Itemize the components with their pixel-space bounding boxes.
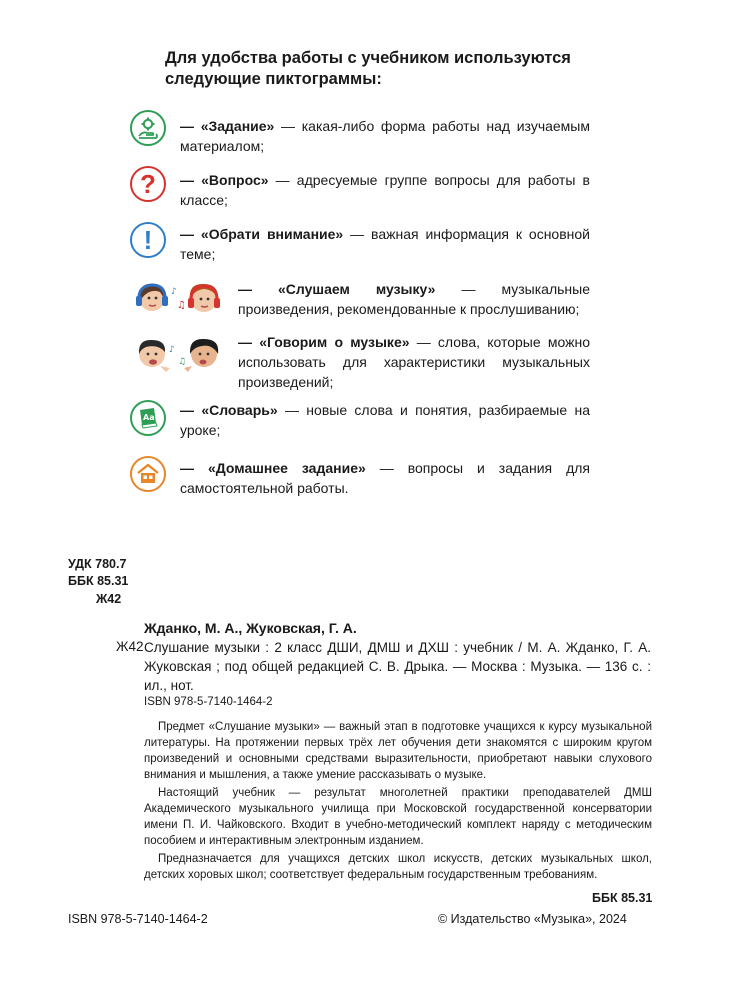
- legend-item-listening: [130, 278, 590, 322]
- legend-listening-text: — музыкальные произведения, рекомендованные к прослушиванию;: [238, 281, 590, 317]
- legend-homework-text: — вопросы и задания для самостоятельной работы.: [180, 460, 590, 496]
- svg-text:♫: ♫: [178, 357, 187, 367]
- bibliographic-record: [116, 619, 651, 708]
- legend-task-title: — «Задание»: [180, 118, 275, 134]
- annotation-paragraph: Предмет «Слушание музыки» — важный этап в подготовке учащихся к курсу музыкальной литературы. На протяжении первых трёх лет обучения дети знакомятся с широким кругом произведений и основными средствами выразительности, приобретают навыки слухового внимания и мышления, а также умение рассказывать о музыке.: [144, 721, 652, 781]
- listening-kids-icon: [130, 278, 226, 318]
- catalog-codes: [68, 556, 128, 590]
- annotation: [144, 719, 652, 883]
- legend-talking-title: — «Говорим о музыке»: [238, 334, 410, 350]
- legend-listening-title: — «Слушаем музыку»: [238, 281, 436, 297]
- record-author-mark: Ж42: [116, 639, 144, 654]
- legend-item-homework: [130, 456, 590, 500]
- gear-hand-icon: [130, 110, 166, 146]
- udk-code: УДК 780.7: [68, 557, 127, 571]
- legend-talking-text: — слова, которые можно использовать для характеристики музыкальных произведений;: [238, 334, 590, 390]
- legend-dictionary-title: — «Словарь»: [180, 402, 278, 418]
- legend-task-text: — какая-либо форма работы над изучаемым материалом;: [180, 118, 590, 154]
- dictionary-book-icon: [130, 400, 166, 436]
- svg-text:♪: ♪: [171, 287, 177, 297]
- legend-attention-title: — «Обрати внимание»: [180, 226, 344, 242]
- footer-isbn: ISBN 978-5-7140-1464-2: [68, 912, 208, 926]
- exclamation-mark-icon: !: [130, 222, 166, 258]
- question-mark-icon: ?: [130, 166, 166, 202]
- footer-bbk: ББК 85.31: [592, 891, 653, 905]
- record-isbn: ISBN 978-5-7140-1464-2: [144, 696, 273, 708]
- bbk-code: ББК 85.31: [68, 574, 129, 588]
- svg-text:♪: ♪: [169, 345, 175, 355]
- page-heading: Для удобства работы с учебником используются следующие пиктограммы:: [165, 49, 571, 88]
- legend-homework-title: — «Домашнее задание»: [180, 460, 366, 476]
- record-description: Слушание музыки : 2 класс ДШИ, ДМШ и ДХШ : учебник / М. А. Жданко, Г. А. Жуковская ; под общей редакцией С. В. Дрыка. — Москва : Музыка. — 136 с. : ил., нот.: [144, 640, 651, 693]
- legend-item-talking: [130, 332, 590, 396]
- footer-copyright: © Издательство «Музыка», 2024: [438, 912, 627, 926]
- legend-question-text: — адресуемые группе вопросы для работы в классе;: [180, 172, 590, 208]
- legend-item-dictionary: [130, 400, 590, 444]
- annotation-paragraph: Настоящий учебник — результат многолетней практики преподавателей ДМШ Академического музыкального училища при Московской государственной консерватории имени П. И. Чайковского. Входит в учебно-методический комплект наряду с методическим пособием и интерактивным электронным изданием.: [144, 787, 652, 847]
- record-authors: Жданко, М. А., Жуковская, Г. А.: [144, 620, 357, 636]
- legend-attention-text: — важная информация к основной теме;: [180, 226, 590, 262]
- legend-question-title: — «Вопрос»: [180, 172, 269, 188]
- author-mark: Ж42: [96, 592, 122, 606]
- svg-text:Aa: Aa: [143, 413, 155, 422]
- home-icon: [130, 456, 166, 492]
- legend-item-attention: [130, 222, 590, 266]
- svg-text:♫: ♫: [177, 300, 186, 311]
- talking-kids-icon: [130, 334, 226, 374]
- legend-item-task: [130, 110, 590, 154]
- legend-dictionary-text: — новые слова и понятия, разбираемые на уроке;: [180, 402, 590, 438]
- legend-item-question: [130, 166, 590, 210]
- annotation-paragraph: Предназначается для учащихся детских школ искусств, детских музыкальных школ, детских хоровых школ; соответствует федеральным государственным требованиям.: [144, 853, 652, 881]
